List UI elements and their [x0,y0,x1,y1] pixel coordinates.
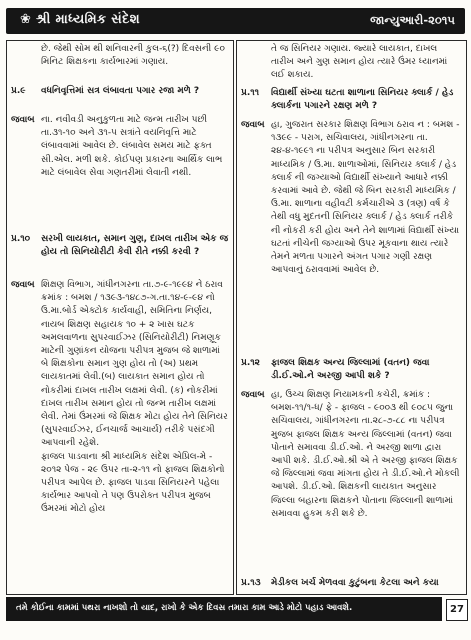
answer-label: જવાબ [241,390,265,400]
answer-text: શિક્ષણ વિભાગ, ગાંધીનગરના તા.૭-૯-૧૯૯૪ ને ઠરાવ ક્રમાંક : બમશ / ૧૩૯૩-૧૪૮૭-ગ.તા.૧૪-૯-૯૪ નો ઉ.મા.બોર્ડ એક્ટોક કાર્યવાહી, સમિતિના નિર્ણય, નાયબ શિક્ષણ સહાયક ૧૦ + ૨ ખાસ ઘટક અમલવાળના સુપરવાઈઝર (સિનિયોરીટી) નિમણૂક માટેની ગુણાંકન યોજના પરીપત્ર મુજબ જે શાળામાં બે શિક્ષકોના સમાન ગુણ હોય તો (અ) પ્રથમ લાયકાતમાં લેવી.(બ) લાયકાત સમાન હોય તો નોકરીમાં દાખલ તારીખ લક્ષમાં લેવી. (ક) નોકરીમાં દાખલ તારીખ સમાન હોય તો જન્મ તારીખ લક્ષમાં લેવી. તેમાં ઉંમરમાં જે શિક્ષક મોટા હોય તેને સિનિયર (સુપરવાઈઝર, ઈનચાર્જ આચાર્ય) તરીકે પસંદગી આપવાની રહેશે. ફાજલ પાડવાના શ્રી માધ્યમિક સંદેશ એપ્રિલ-મે - ૨૦૧૨ પેજ - ૨૯ ઉપર તા-૨-૧૧ નો ફાજલ શિક્ષકોનો પરીપત્ર આપેલ છે. ફાજલ પાડવા સિનિયરને પહેલા કાર્યભાર આપવો તે પણ ઉપરોક્ત પરીપત્ર મુજબ ઉંમરમાં મોટો હોય [41,280,228,515]
qa-entry [237,43,466,85]
question-text: વિદ્યાર્થી સંખ્યા ઘટતા શાળાના સિનિયર ક્લાર્ક / હેડ ક્લાર્કના પગારને રક્ષણ મળે ? [271,88,454,112]
entry-text: તે જ સિનિયર ગણાય. જ્યારે લાયકાત, દાખલ તારીખ અને ગુણ સમાન હોય ત્યારે ઉંમર ધ્યાનમાં લઈ શકાય. [271,44,448,81]
question-text: ફાજલ શિક્ષક અન્ય જિલ્લામાં (વતન) જવા ડી.ઈ.ઓ.ને અરજી આપી શકે ? [271,358,430,382]
left-column [6,40,234,595]
question [7,85,233,113]
issue-date: જાન્યુઆરી-૨૦૧૫ [370,13,455,27]
question-text: મેડીકલ ખર્ચ મેળવવા કુટુંબના કેટલા અને કયા [271,578,439,588]
question [237,357,466,387]
question-number: પ્ર.૧૧ [241,88,260,98]
question-number: પ્ર.૧૩ [241,578,261,588]
answer-text: ના. નવીવડી અનુકુળતા માટે જન્મ તારીખ પછી તા.૩૧-૧૦ અને ૩૧-૫ સત્રાંતે વયનિવૃત્તિ માટે લંબાવવામાં આવેલ છે. લંબાવેલ સમય માટે ફક્ત સી.એલ. મળી શકે. કોઈપણ પ્રકારના આર્થિક લાભ માટે લંબાવેલ સેવા ગણતરીમાં લેવાતી નથી. [41,115,223,178]
answer-label: જવાબ [11,280,35,290]
question-text: વધનિવૃત્તિમાં સત્ર લંબાવતા પગાર રજા મળે ? [41,86,200,96]
qa-entry [7,43,233,83]
answer [7,114,233,229]
answer [237,389,466,575]
answer-text: હા, ગુજરાત સરકાર શિક્ષણ વિભાગ ઠરાવ ન : બમશ - ૧૩૯૯ - પરાગ, સચિવાલય, ગાંધીનગરના તા. ૨૪-૪-૧૯૯૧ ના પરીપત્ર અનુસાર બિન સરકારી માધ્યમિક / ઉ.મા. શાળાઓમાં, સિનિયર ક્લાર્ક / હેડ ક્લાર્ક ની જગ્યાઓ વિદ્યાર્થી સંખ્યાને આધારે નક્કી કરવામાં આવે છે. જેથી જે બિન સરકારી માધ્યમિક / ઉ.મા. શાળાના વહીવટી કર્મચારીએ ૩ (ત્રણ) વર્ષ કે તેથી વધુ મુદતની સિનિયર ક્લાર્ક / હેડ ક્લાર્ક તરીકે ની નોકરી કરી હોય અને તેને શાળામાં વિદ્યાર્થી સંખ્યા ઘટતાં નીચેની જગ્યાઓ ઉપર મૂકવાના થાય ત્યારે તેમને મળતા પગારને અંગત પગાર ગણી રક્ષણ આપવાનું ઠરાવવામાં આવેલ છે. [271,120,460,276]
question-number: પ્ર.૧૦ [11,234,31,244]
answer [237,119,466,355]
entry-text: છે. જેથી સોમ થી શનિવારની કુલ-૬(?) દિવસની ૯૦ મિનિટ શિક્ષકના કાર્યભારમાં ગણાય. [41,44,225,68]
question-number: પ્ર.૧૨ [241,358,260,368]
answer [7,279,233,593]
answer-label: જવાબ [241,120,265,130]
question [237,577,466,593]
page-footer [6,597,442,621]
question-number: પ્ર.૯ [11,86,26,96]
answer-text: હા, ઉચ્ચ શિક્ષણ નિયામકની કચેરી, ક્રમાંક : બમશ-૧૧/૧-ધ/ ફે - ફાજલ - ૯૦૦૩ થી ૯૦૮૫ જુના સચિવાલય, ગાંધીનગરના તા.૨૮-૭-૮૮ ના પરીપત્ર મુજબ ફાજલ શિક્ષક અન્ય જિલ્લામાં (વતન) જવા પોતાને સમાવવા ડી.ઈ.ઓ. ને અરજી શાળા દ્વારા આપી શકે. ડી.ઈ.ઓ.શ્રી એ તે અરજી ફાજલ શિક્ષક જે જિલ્લામાં જવા માંગતા હોય તે ડી.ઈ.ઓ.ને મોકલી આપશે. ડી.ઈ.ઓ. શિક્ષકની લાયકાત અનુસાર જિલ્લા બહારના શિક્ષકને પોતાના જિલ્લાની શાળામાં સમાવવા હુકમ કરી શકે છે. [271,390,460,519]
answer-label: જવાબ [11,115,35,125]
page-header [6,8,465,34]
question [7,233,233,277]
magazine-title: ❀ શ્રી માધ્યમિક સંદેશ [20,12,140,27]
question-text: સરખી લાયકાત, સમાન ગુણ, દાખલ તારીખ એક જ હોય તો સિનિયોરીટી કેવી રીતે નક્કી કરવી ? [41,234,229,258]
footer-motto: તમે કોઈના કામમાં પથરા નાખશો તો યાદ, રાખો કે એક દિવસ તમારા કામ આડે મોટો પહાડ આવશે. [16,603,353,613]
question [237,87,466,117]
page-number: 27 [446,599,468,621]
right-column [236,40,467,595]
